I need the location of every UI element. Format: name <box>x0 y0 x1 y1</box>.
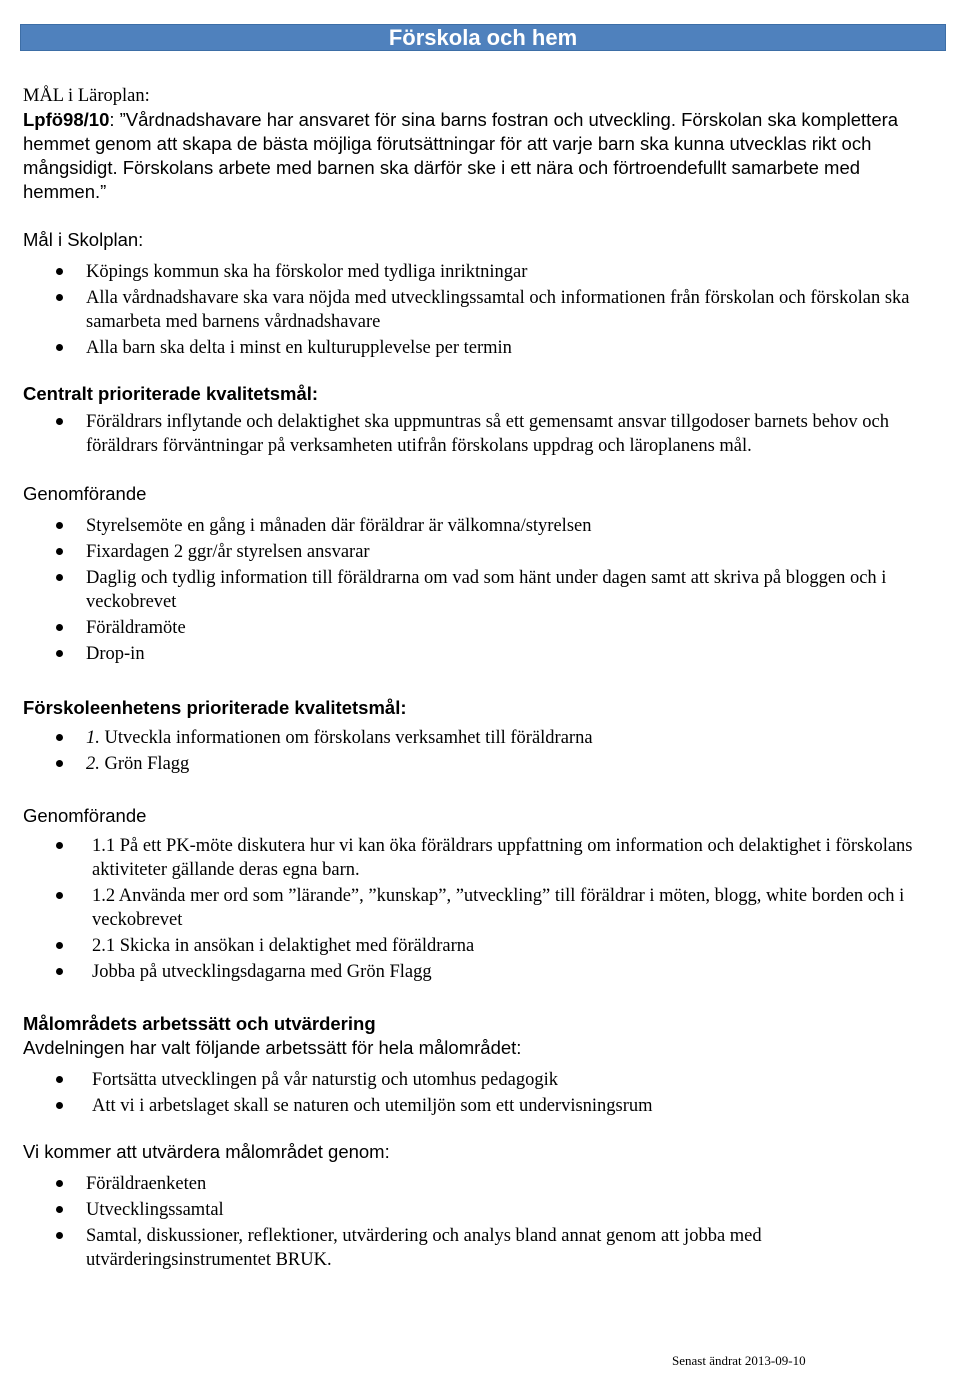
bullet-icon <box>56 842 63 849</box>
bullet-icon <box>56 1102 63 1109</box>
skolplan-heading: Mål i Skolplan: <box>23 229 144 250</box>
bullet-icon <box>56 650 63 657</box>
utvardera-list <box>23 1172 938 1272</box>
document-content <box>23 84 938 1274</box>
laroplan-heading: MÅL i Läroplan: <box>23 86 150 106</box>
page-title: Förskola och hem <box>20 24 946 51</box>
bullet-icon <box>56 1206 63 1213</box>
bullet-icon <box>56 1180 63 1187</box>
genomforande-list-1 <box>23 514 938 666</box>
genomforande-heading-1: Genomförande <box>23 483 147 504</box>
list-item: Alla vårdnadshavare ska vara nöjda med utvecklingssamtal och informationen från förskolan och förskolan ska samarbeta med barnens vårdnadshavare <box>23 286 938 334</box>
list-item: Daglig och tydlig information till föräldrarna om vad som hänt under dagen samt att skriva på bloggen och i veckobrevet <box>23 566 938 614</box>
bullet-icon <box>56 418 63 425</box>
last-modified: Senast ändrat 2013-09-10 <box>672 1353 806 1368</box>
bullet-icon <box>56 548 63 555</box>
list-item: Jobba på utvecklingsdagarna med Grön Flagg <box>23 960 938 984</box>
list-item: Att vi i arbetslaget skall se naturen och utemiljön som ett undervisningsrum <box>23 1094 938 1118</box>
list-item: Fixardagen 2 ggr/år styrelsen ansvarar <box>23 540 938 564</box>
arbetssatt-list <box>23 1068 938 1118</box>
centralt-heading: Centralt prioriterade kvalitetsmål: <box>23 383 319 404</box>
laroplan-quote-text: : ”Vårdnadshavare har ansvaret för sina barns fostran och utveckling. Förskolan ska komplettera hemmet genom att skapa de bästa möjliga förutsättningar för att varje barn ska kunna utvecklas rikt och mångsidigt. Förskolans arbete med barnen ska därför ske i ett nära och förtroendefullt samarbete med hemmen.” <box>23 109 899 202</box>
utvardera-heading: Vi kommer att utvärdera målområdet genom: <box>23 1141 390 1162</box>
list-item: 1. Utveckla informationen om förskolans verksamhet till föräldrarna <box>23 726 938 750</box>
arbetssatt-subheading: Avdelningen har valt följande arbetssätt för hela målområdet: <box>23 1037 522 1058</box>
list-item: Föräldraenketen <box>23 1172 938 1196</box>
bullet-icon <box>56 968 63 975</box>
list-item: 2. Grön Flagg <box>23 752 938 776</box>
list-item: Alla barn ska delta i minst en kulturupplevelse per termin <box>23 336 938 360</box>
list-item: Föräldrars inflytande och delaktighet ska uppmuntras så ett gemensamt ansvar tillgodoser barnets behov och föräldrars förväntningar på verksamheten utifrån förskolans uppdrag och läroplanens mål. <box>23 410 938 458</box>
list-item: Samtal, diskussioner, reflektioner, utvärdering och analys bland annat genom att jobba med utvärderingsinstrumentet BRUK. <box>23 1224 938 1272</box>
bullet-icon <box>56 1076 63 1083</box>
list-item: 1.1 På ett PK-möte diskutera hur vi kan öka föräldrars uppfattning om information och delaktighet i förskolans aktiviteter gällande deras egna barn. <box>23 834 938 882</box>
list-item: Utvecklingssamtal <box>23 1198 938 1222</box>
enhetens-heading: Förskoleenhetens prioriterade kvalitetsmål: <box>23 697 407 718</box>
bullet-icon <box>56 760 63 767</box>
laroplan-quote <box>23 108 938 204</box>
list-item: Köpings kommun ska ha förskolor med tydliga inriktningar <box>23 260 938 284</box>
genomforande-heading-2: Genomförande <box>23 805 147 826</box>
skolplan-list <box>23 260 938 360</box>
list-item: Fortsätta utvecklingen på vår naturstig och utomhus pedagogik <box>23 1068 938 1092</box>
list-item: 2.1 Skicka in ansökan i delaktighet med föräldrarna <box>23 934 938 958</box>
genomforande-list-2 <box>23 834 938 984</box>
list-item: Styrelsemöte en gång i månaden där föräldrar är välkomna/styrelsen <box>23 514 938 538</box>
bullet-icon <box>56 942 63 949</box>
enhetens-list <box>23 726 938 776</box>
bullet-icon <box>56 294 63 301</box>
bullet-icon <box>56 522 63 529</box>
list-item: Drop-in <box>23 642 938 666</box>
bullet-icon <box>56 892 63 899</box>
list-item: 1.2 Använda mer ord som ”lärande”, ”kunskap”, ”utveckling” till föräldrar i möten, blogg, white borden och i veckobrevet <box>23 884 938 932</box>
arbetssatt-heading: Målområdets arbetssätt och utvärdering <box>23 1013 376 1034</box>
list-item: Föräldramöte <box>23 616 938 640</box>
bullet-icon <box>56 734 63 741</box>
centralt-list <box>23 410 938 458</box>
bullet-icon <box>56 574 63 581</box>
laroplan-ref: Lpfö98/10 <box>23 109 110 130</box>
bullet-icon <box>56 344 63 351</box>
bullet-icon <box>56 624 63 631</box>
bullet-icon <box>56 268 63 275</box>
bullet-icon <box>56 1232 63 1239</box>
